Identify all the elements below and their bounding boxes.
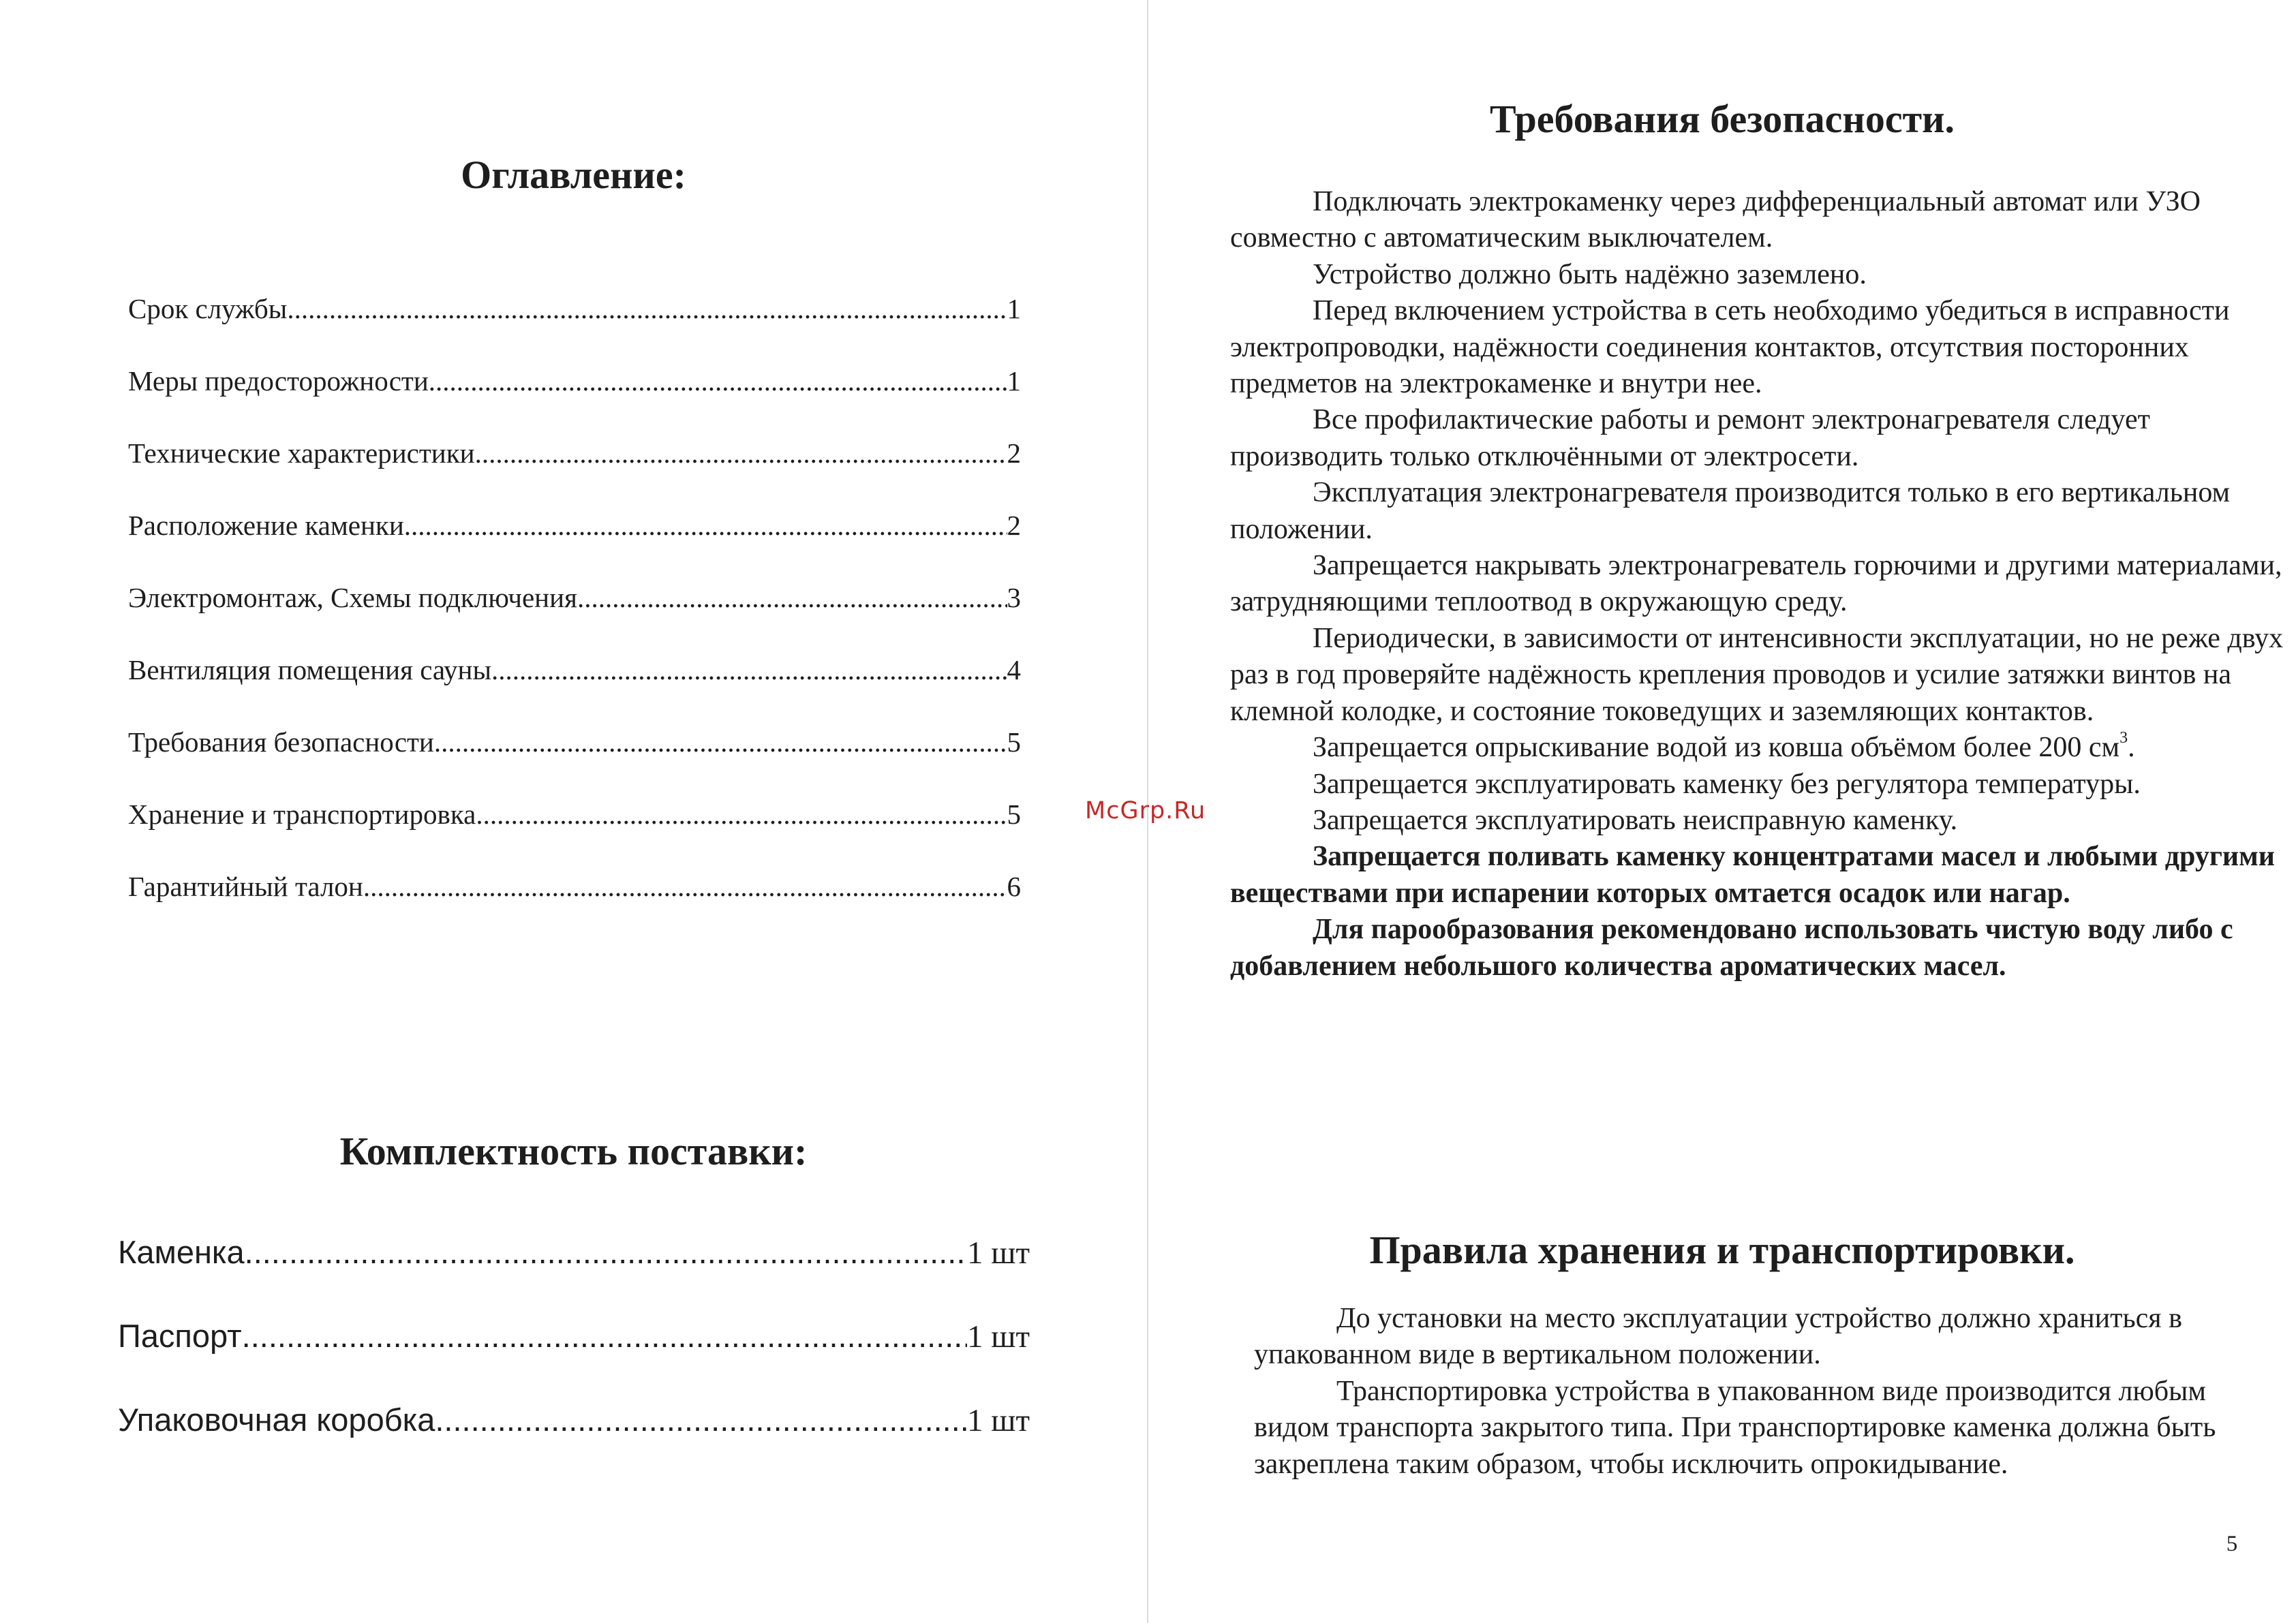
toc-entry-page: 1 <box>1007 293 1021 324</box>
toc-leader-dots <box>476 790 1007 838</box>
kit-item-qty: 1 шт <box>967 1403 1030 1438</box>
toc-entry <box>128 646 1021 718</box>
safety-paragraph-water <box>1230 730 2286 766</box>
toc-entry-page: 2 <box>1007 510 1021 541</box>
kit-title: Комплектность поставки: <box>339 1129 808 1173</box>
kit-list <box>118 1228 1030 1480</box>
storage-paragraph: Транспортировка устройства в упакованном виде производится любым видом транспорта закрытого типа. При транспортировке каменка должна быть закреплена таким образом, чтобы исключить опрокидывание. <box>1254 1375 2216 1480</box>
toc-entry-page: 2 <box>1007 437 1021 469</box>
kit-leader-dots <box>245 1228 967 1276</box>
toc-entry <box>128 501 1021 574</box>
toc-entry-label: Меры предосторожности <box>128 365 429 397</box>
kit-item-label: Каменка <box>118 1234 245 1270</box>
toc-entry-label: Расположение каменки <box>128 510 404 541</box>
toc-leader-dots <box>404 501 1007 549</box>
storage-text <box>1254 1301 2263 1483</box>
toc-entry <box>128 790 1021 863</box>
kit-item <box>118 1396 1030 1480</box>
toc-entry <box>128 429 1021 501</box>
toc-entry-label: Вентиляция помещения сауны <box>128 654 492 685</box>
toc-entry <box>128 574 1021 646</box>
kit-item <box>118 1228 1030 1312</box>
water-tail: . <box>2128 732 2135 764</box>
safety-paragraph: Периодически, в зависимости от интенсивности эксплуатации, но не реже двух раз в год проверяйте надёжность крепления проводов и усилие затяжки винтов на клемной колодке, и состояние токоведущих и заземляющих контактов. <box>1230 622 2284 727</box>
kit-item-label: Паспорт <box>118 1318 242 1354</box>
safety-title: Требования безопасности. <box>1490 97 1955 141</box>
toc-leader-dots <box>429 357 1007 405</box>
kit-leader-dots <box>435 1396 967 1444</box>
toc-entry-page: 3 <box>1007 582 1021 613</box>
toc-entry-label: Электромонтаж, Схемы подключения <box>128 582 577 613</box>
safety-paragraph: Подключать электрокаменку через дифференциальный автомат или УЗО совместно с автоматическим выключателем. <box>1230 186 2201 254</box>
toc-entry-label: Хранение и транспортировка <box>128 799 476 830</box>
toc-entry <box>128 718 1021 790</box>
page-number: 5 <box>2226 1532 2238 1556</box>
toc-leader-dots <box>577 574 1007 621</box>
toc-entry-label: Технические характеристики <box>128 437 475 469</box>
right-page <box>1148 0 2296 1623</box>
left-page <box>0 0 1147 1623</box>
safety-paragraph: Эксплуатация электронагревателя производится только в его вертикальном положении. <box>1230 477 2231 545</box>
safety-paragraph-bold: Запрещается поливать каменку концентратами масел и любыми другими веществами при испарении которых омтается осадок или нагар. <box>1230 841 2275 909</box>
toc-entry <box>128 863 1021 935</box>
safety-text <box>1230 184 2286 985</box>
safety-paragraph-bold: Для парообразования рекомендовано использовать чистую воду либо с добавлением небольшого количества ароматических масел. <box>1230 914 2233 982</box>
kit-item <box>118 1312 1030 1396</box>
watermark-text: McGrp.Ru <box>1085 797 1206 824</box>
storage-title: Правила хранения и транспортировки. <box>1369 1228 2075 1272</box>
toc-leader-dots <box>434 718 1007 766</box>
toc-entry-label: Срок службы <box>128 293 288 324</box>
storage-paragraph: До установки на место эксплуатации устройство должно храниться в упакованном виде в вертикальном положении. <box>1254 1303 2182 1371</box>
toc-entry-page: 5 <box>1007 799 1021 830</box>
toc-list <box>128 285 1021 935</box>
toc-entry-page: 4 <box>1007 654 1021 685</box>
superscript-three: 3 <box>2119 729 2128 747</box>
toc-entry-page: 5 <box>1007 726 1021 758</box>
safety-paragraph: Запрещается эксплуатировать каменку без регулятора температуры. <box>1313 768 2141 800</box>
kit-item-label: Упаковочная коробка <box>118 1402 435 1438</box>
toc-entry-page: 6 <box>1007 871 1021 902</box>
toc-leader-dots <box>287 285 1007 333</box>
toc-leader-dots <box>475 429 1007 477</box>
safety-paragraph: Запрещается эксплуатировать неисправную каменку. <box>1313 804 1958 836</box>
safety-paragraph: Запрещается накрывать электронагреватель горючими и другими материалами, затрудняющими теплоотвод в окружающую среду. <box>1230 550 2282 618</box>
toc-leader-dots <box>491 646 1007 694</box>
kit-item-qty: 1 шт <box>967 1319 1030 1355</box>
water-text: Запрещается опрыскивание водой из ковша объёмом более 200 см <box>1313 732 2120 764</box>
toc-entry-label: Гарантийный талон <box>128 871 363 902</box>
toc-entry <box>128 357 1021 429</box>
kit-item-qty: 1 шт <box>967 1235 1030 1271</box>
toc-entry-label: Требования безопасности <box>128 726 434 758</box>
safety-paragraph: Перед включением устройства в сеть необходимо убедиться в исправности электропроводки, надёжности соединения контактов, отсутствия посторонних предметов на электрокаменке и внутри нее. <box>1230 295 2230 400</box>
kit-leader-dots <box>242 1312 967 1360</box>
safety-paragraph: Все профилактические работы и ремонт электронагревателя следует производить только отключёнными от электросети. <box>1230 404 2150 472</box>
toc-entry-page: 1 <box>1007 365 1021 397</box>
toc-title: Оглавление: <box>461 153 686 197</box>
safety-paragraph: Устройство должно быть надёжно заземлено. <box>1313 258 1867 290</box>
toc-entry <box>128 285 1021 357</box>
toc-leader-dots <box>363 863 1007 910</box>
